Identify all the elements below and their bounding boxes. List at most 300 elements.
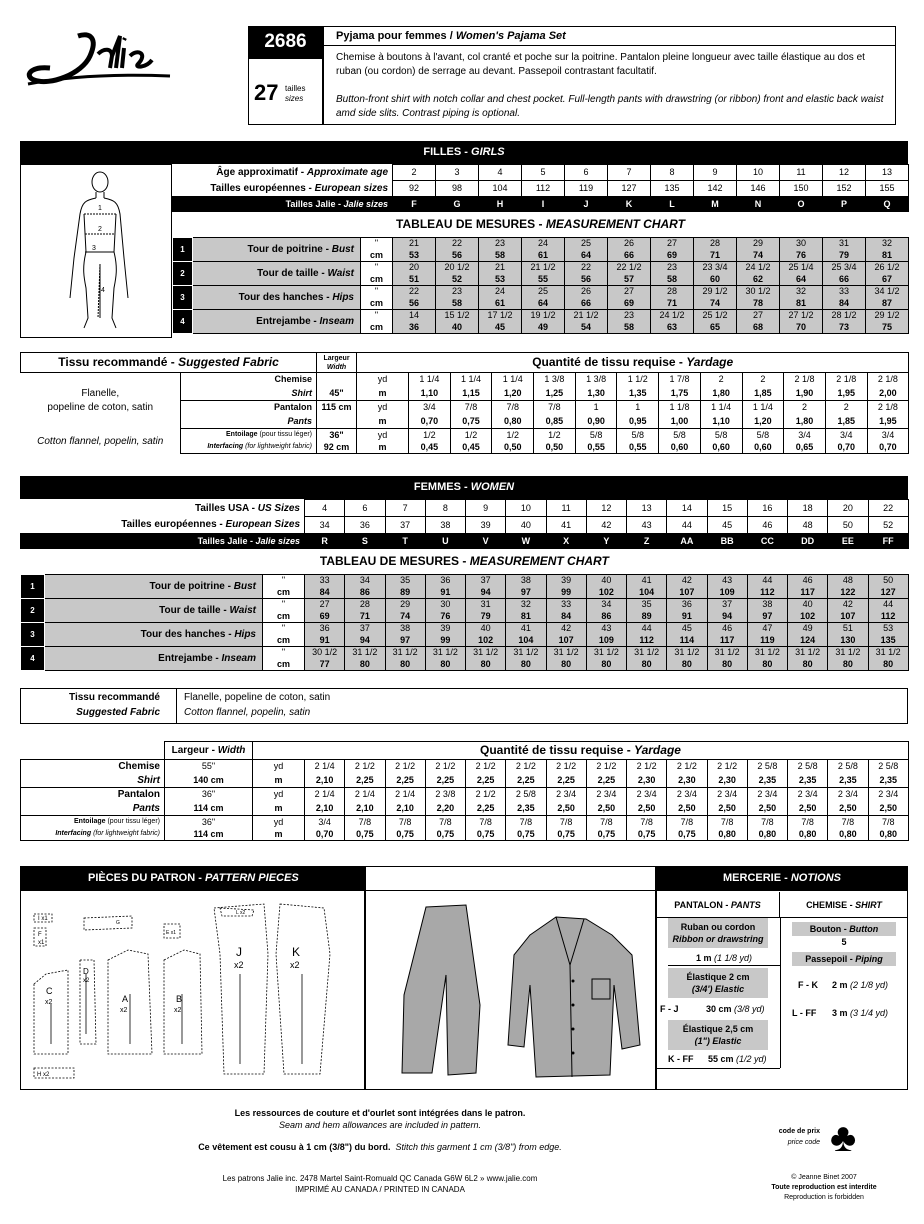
table-cell: Quantité de tissu requise - Yardage — [357, 353, 909, 373]
table-cell: 7/8 — [425, 816, 465, 829]
table-cell: 1 7/8 — [659, 373, 701, 387]
girl-figure-illustration — [60, 168, 140, 334]
table-cell: 43 — [586, 623, 626, 635]
table-cell: 2 1/2 — [345, 760, 385, 774]
table-cell: 35 — [385, 575, 425, 587]
table-cell: 31 1/2 — [425, 647, 465, 659]
table-cell: 7/8 — [492, 401, 534, 415]
table-cell: 97 — [385, 635, 425, 647]
piping-value-2: 3 m (3 1/4 yd) — [832, 1008, 889, 1018]
table-cell: 40 — [436, 322, 479, 334]
table-cell: 104 — [506, 635, 546, 647]
table-cell: cm — [263, 611, 305, 623]
table-cell: 80 — [425, 659, 465, 671]
table-cell: 29 1/2 — [694, 286, 737, 298]
button-value: 5 — [841, 937, 847, 947]
table-cell: 0,75 — [385, 828, 425, 841]
table-cell: 102 — [788, 611, 828, 623]
table-cell: 0,60 — [742, 441, 784, 454]
table-cell: 2,25 — [385, 774, 425, 788]
table-cell: 86 — [345, 587, 385, 599]
table-cell: 29 — [737, 238, 780, 250]
table-cell: Entrejambe - Inseam — [45, 647, 263, 671]
svg-text:x1: x1 — [38, 940, 45, 946]
table-row — [21, 760, 909, 774]
table-cell: 64 — [522, 298, 565, 310]
table-cell — [317, 415, 357, 429]
table-cell: 114 — [667, 635, 707, 647]
table-cell: Tailles USA - US Sizes — [194, 502, 300, 514]
svg-text:H x2: H x2 — [37, 1072, 50, 1078]
table-cell: 1 3/8 — [534, 373, 576, 387]
table-cell: " — [263, 575, 305, 587]
table-cell: M — [694, 197, 737, 212]
table-cell: 31 1/2 — [546, 647, 586, 659]
table-cell: 1,85 — [825, 415, 867, 429]
table-cell: 30 1/2 — [737, 286, 780, 298]
table-cell: 1 — [617, 401, 659, 415]
sizes-en: sizes — [285, 94, 304, 103]
description-en: Button-front shirt with notch collar and chest pocket. Full-length pants with drawstring (or ribbon) front and elastic back waist amd side slits. Contrast piping is optional. — [336, 94, 884, 119]
table-cell: 135 — [651, 181, 694, 197]
table-cell: 1,75 — [659, 387, 701, 401]
table-cell: 7/8 — [707, 816, 747, 829]
table-cell: 2,25 — [546, 774, 586, 788]
table-cell: 2,10 — [345, 802, 385, 816]
svg-text:x2: x2 — [45, 999, 53, 1006]
table-cell: 80 — [788, 659, 828, 671]
table-cell: Entoilage (pour tissu léger) Interfacing (for lightweight fabric) — [21, 816, 165, 841]
table-cell: 23 3/4 — [694, 262, 737, 274]
table-cell: 52 — [868, 517, 908, 534]
table-cell: 46 — [747, 517, 787, 534]
table-cell: 2 3/4 — [747, 788, 787, 802]
table-cell: 2,30 — [707, 774, 747, 788]
table-cell: 38 — [385, 623, 425, 635]
table-cell: 53 — [393, 250, 436, 262]
table-cell: 2 — [784, 401, 826, 415]
table-cell: 7 — [385, 500, 425, 517]
table-cell: 10 — [506, 500, 546, 517]
svg-text:3: 3 — [92, 245, 96, 252]
table-cell: 56 — [565, 274, 608, 286]
table-cell: 13 — [866, 165, 909, 181]
table-cell: X — [546, 534, 586, 549]
table-cell: 63 — [651, 322, 694, 334]
table-cell: 41 — [546, 517, 586, 534]
table-cell: 127 — [608, 181, 651, 197]
table-cell: 30 1/2 — [305, 647, 345, 659]
table-cell: 3 — [436, 165, 479, 181]
table-cell: 1,20 — [492, 387, 534, 401]
table-cell: 53 — [868, 623, 908, 635]
women-size-table — [20, 499, 909, 671]
table-cell: 150 — [780, 181, 823, 197]
women-fabric-title-en: Suggested Fabric — [76, 707, 160, 718]
table-cell: 2 1/8 — [867, 401, 909, 415]
table-cell: 2 1/2 — [627, 760, 667, 774]
table-cell: 7/8 — [627, 816, 667, 829]
table-cell: yd — [357, 373, 409, 387]
svg-text:x2: x2 — [290, 960, 300, 970]
table-cell: cm — [361, 274, 393, 286]
table-cell: 1,30 — [575, 387, 617, 401]
table-cell: 119 — [565, 181, 608, 197]
table-cell: 2 1/8 — [867, 373, 909, 387]
table-cell: 112 — [868, 611, 908, 623]
table-cell: H — [479, 197, 522, 212]
table-cell: 5/8 — [700, 429, 742, 442]
table-cell: 20 1/2 — [436, 262, 479, 274]
table-cell: 34 — [345, 575, 385, 587]
address: Les patrons Jalie inc. 2478 Martel Saint-Romuald QC Canada G6W 6L2 » www.jalie.com — [222, 1174, 538, 1183]
table-cell: 80 — [868, 659, 908, 671]
table-row — [21, 802, 909, 816]
piping-value-1: 2 m (2 1/8 yd) — [832, 980, 889, 990]
notions-bar: MERCERIE - NOTIONS — [656, 866, 908, 890]
table-cell: 1 — [173, 238, 193, 262]
table-cell: 1,20 — [742, 415, 784, 429]
table-row — [21, 353, 909, 373]
table-cell: 140 cm — [165, 774, 253, 788]
table-cell: TABLEAU DE MESURES - MEASUREMENT CHART — [319, 554, 609, 568]
ribbon-label: Ruban ou cordon Ribbon or drawstring — [668, 918, 768, 948]
table-cell: Y — [586, 534, 626, 549]
table-cell: 1,85 — [742, 387, 784, 401]
table-cell: 2 — [173, 262, 193, 286]
table-cell: 46 — [707, 623, 747, 635]
table-cell: 1 1/4 — [700, 401, 742, 415]
table-cell: 3 — [173, 286, 193, 310]
table-cell: 50 — [828, 517, 868, 534]
table-cell: FF — [868, 534, 908, 549]
table-cell: Chemise — [181, 373, 317, 387]
elastic-25cm-size: K - FF — [668, 1054, 694, 1064]
table-cell: 10 — [737, 165, 780, 181]
table-cell: 0,55 — [617, 441, 659, 454]
table-cell: 7/8 — [868, 816, 908, 829]
table-cell: 2 3/4 — [586, 788, 626, 802]
table-cell: 127 — [868, 587, 908, 599]
table-cell: 31 1/2 — [586, 647, 626, 659]
table-cell: 0,75 — [425, 828, 465, 841]
table-cell: 2 1/2 — [586, 760, 626, 774]
table-cell: 7/8 — [534, 401, 576, 415]
table-cell: K — [608, 197, 651, 212]
table-cell: 1/2 — [450, 429, 492, 442]
table-cell: Tailles Jalie - Jalie sizes — [173, 197, 393, 212]
table-cell: 0,70 — [305, 828, 345, 841]
table-cell: Shirt — [21, 774, 165, 788]
table-cell: 18 — [788, 500, 828, 517]
table-cell: 0,75 — [506, 828, 546, 841]
table-cell: 80 — [466, 659, 506, 671]
elastic-25cm-value: 55 cm (1/2 yd) — [708, 1054, 767, 1064]
table-cell: 24 1/2 — [651, 310, 694, 322]
table-cell: 117 — [707, 635, 747, 647]
pattern-title: Pyjama pour femmes / Women's Pajama Set — [336, 30, 566, 42]
table-cell: 43 — [627, 517, 667, 534]
table-cell: m — [357, 415, 409, 429]
table-cell: O — [780, 197, 823, 212]
table-cell: 92 cm — [317, 441, 357, 454]
table-row — [173, 310, 909, 322]
table-cell: 112 — [522, 181, 565, 197]
sizes-count: 27 — [254, 80, 279, 105]
style-number: 2686 — [248, 26, 323, 58]
table-cell: EE — [828, 534, 868, 549]
table-cell: 28 — [651, 286, 694, 298]
table-cell: 40 — [586, 575, 626, 587]
girls-fabric-table — [20, 352, 909, 454]
table-cell: 2,10 — [385, 802, 425, 816]
table-cell: Pantalon — [21, 788, 165, 802]
svg-text:x2: x2 — [174, 1007, 182, 1014]
copyright: © Jeanne Binet 2007 — [791, 1174, 857, 1181]
table-cell: 25 3/4 — [823, 262, 866, 274]
table-cell: 2 3/4 — [707, 788, 747, 802]
table-cell: Z — [627, 534, 667, 549]
table-cell: 15 1/2 — [436, 310, 479, 322]
table-cell: Pantalon — [181, 401, 317, 415]
table-cell: 27 — [651, 238, 694, 250]
table-cell: 25 — [565, 238, 608, 250]
table-cell: 1/2 — [534, 429, 576, 442]
table-cell: 27 1/2 — [780, 310, 823, 322]
table-cell: 31 1/2 — [828, 647, 868, 659]
table-cell: 8 — [651, 165, 694, 181]
table-cell: Cotton flannel, popelin, satin — [37, 435, 164, 447]
table-cell: 61 — [479, 298, 522, 310]
table-cell: 80 — [707, 659, 747, 671]
table-cell: 23 — [436, 286, 479, 298]
elastic-2cm-value: 30 cm (3/8 yd) — [706, 1004, 765, 1014]
table-cell: 2 — [825, 401, 867, 415]
table-cell: 2,25 — [506, 774, 546, 788]
table-cell: 24 — [479, 286, 522, 298]
table-cell: 91 — [667, 611, 707, 623]
table-cell: 27 — [608, 286, 651, 298]
table-cell: yd — [253, 760, 305, 774]
table-cell: 51 — [393, 274, 436, 286]
table-cell: 80 — [586, 659, 626, 671]
table-cell: 2,50 — [586, 802, 626, 816]
table-cell: 2 1/4 — [385, 788, 425, 802]
table-cell: 2 5/8 — [868, 760, 908, 774]
table-cell: 152 — [823, 181, 866, 197]
table-cell: Entrejambe - Inseam — [193, 310, 361, 334]
table-cell: Âge approximatif - Approximate age — [216, 167, 389, 178]
table-cell: Pants — [181, 415, 317, 429]
ribbon-value: 1 m (1 1/8 yd) — [668, 950, 780, 966]
table-cell: 49 — [522, 322, 565, 334]
svg-text:J: J — [236, 945, 242, 959]
table-cell: 7/8 — [345, 816, 385, 829]
table-cell: 31 1/2 — [345, 647, 385, 659]
table-cell: 69 — [608, 298, 651, 310]
table-cell: 36 — [345, 517, 385, 534]
table-cell: Flanelle, popeline de coton, satin — [47, 387, 154, 413]
table-row — [21, 647, 909, 659]
table-cell: 76 — [425, 611, 465, 623]
table-cell: 44 — [667, 517, 707, 534]
table-cell: 7/8 — [747, 816, 787, 829]
table-cell: 2 1/8 — [784, 373, 826, 387]
table-cell: 21 1/2 — [565, 310, 608, 322]
stitch-note: Ce vêtement est cousu à 1 cm (3/8") du bord. Stitch this garment 1 cm (3/8") from edge. — [198, 1142, 562, 1152]
table-cell: 33 — [823, 286, 866, 298]
table-cell: 44 — [627, 623, 667, 635]
table-cell: 37 — [345, 623, 385, 635]
table-cell: 21 — [479, 262, 522, 274]
table-cell: 17 1/2 — [479, 310, 522, 322]
table-row — [173, 165, 909, 181]
table-cell: 2 3/4 — [667, 788, 707, 802]
table-cell: 43 — [707, 575, 747, 587]
table-cell: 89 — [385, 587, 425, 599]
table-cell: 44 — [868, 599, 908, 611]
table-cell: Entoilage (pour tissu léger) Interfacing (for lightweight fabric) — [181, 429, 317, 454]
table-cell: 36 — [667, 599, 707, 611]
table-cell: 102 — [466, 635, 506, 647]
table-cell: 71 — [694, 250, 737, 262]
table-cell: 67 — [866, 274, 909, 286]
reproduction-fr: Toute reproduction est interdite — [771, 1184, 877, 1191]
table-cell: 2,35 — [828, 774, 868, 788]
table-cell: 4 — [305, 500, 345, 517]
table-cell: 2 5/8 — [747, 760, 787, 774]
table-cell: 112 — [627, 635, 667, 647]
table-cell: 3/4 — [409, 401, 451, 415]
table-cell: TABLEAU DE MESURES - MEASUREMENT CHART — [396, 217, 685, 231]
table-cell: 5/8 — [575, 429, 617, 442]
table-cell: cm — [361, 322, 393, 334]
table-cell: 31 1/2 — [385, 647, 425, 659]
table-cell: 2,25 — [466, 802, 506, 816]
table-cell: " — [361, 262, 393, 274]
table-cell: 1 3/8 — [575, 373, 617, 387]
table-cell: 0,55 — [575, 441, 617, 454]
table-cell: " — [263, 623, 305, 635]
table-cell: 2,50 — [667, 802, 707, 816]
table-cell: 68 — [737, 322, 780, 334]
table-cell: F — [393, 197, 436, 212]
table-cell: 26 — [608, 238, 651, 250]
table-cell: Tailles européennes - European sizes — [210, 182, 389, 194]
table-cell: 28 1/2 — [823, 310, 866, 322]
table-cell: 5 — [522, 165, 565, 181]
table-cell: 58 — [479, 250, 522, 262]
table-cell: Tour des hanches - Hips — [45, 623, 263, 647]
table-cell: Tour de taille - Waist — [45, 599, 263, 623]
table-cell: 54 — [565, 322, 608, 334]
table-cell: 2,35 — [868, 774, 908, 788]
table-cell: 45 — [707, 517, 747, 534]
table-cell: 122 — [828, 587, 868, 599]
table-cell: 2 1/2 — [425, 760, 465, 774]
table-row — [21, 575, 909, 587]
table-cell: Tour de poitrine - Bust — [45, 575, 263, 599]
table-cell: 36 — [393, 322, 436, 334]
table-cell: 2 3/4 — [868, 788, 908, 802]
sizes-fr: tailles — [285, 84, 306, 93]
table-cell: 77 — [305, 659, 345, 671]
table-cell: 2,20 — [425, 802, 465, 816]
table-cell: 81 — [866, 250, 909, 262]
table-cell: W — [506, 534, 546, 549]
table-row — [173, 212, 909, 238]
table-cell: 39 — [425, 623, 465, 635]
table-cell: 0,65 — [784, 441, 826, 454]
table-cell: 2,50 — [788, 802, 828, 816]
table-cell: 1,15 — [450, 387, 492, 401]
table-cell: 119 — [747, 635, 787, 647]
table-cell: Quantité de tissu requise - Yardage — [253, 742, 909, 760]
table-cell: 0,60 — [659, 441, 701, 454]
women-fabric-fr: Flanelle, popeline de coton, satin — [184, 692, 331, 703]
table-cell: 2,30 — [667, 774, 707, 788]
table-cell: Tour des hanches - Hips — [193, 286, 361, 310]
table-cell: 14 — [393, 310, 436, 322]
table-cell: 7/8 — [828, 816, 868, 829]
table-cell: 79 — [466, 611, 506, 623]
table-cell: Largeur Width — [317, 353, 357, 373]
table-cell: 1 1/8 — [659, 401, 701, 415]
table-cell: 22 — [393, 286, 436, 298]
table-cell: 8 — [425, 500, 465, 517]
svg-text:1: 1 — [98, 205, 102, 212]
table-cell: 80 — [627, 659, 667, 671]
table-cell: Shirt — [181, 387, 317, 401]
table-cell: 115 cm — [317, 401, 357, 415]
table-cell: 45 — [667, 623, 707, 635]
table-cell: 99 — [425, 635, 465, 647]
table-cell: 78 — [737, 298, 780, 310]
table-cell: 1 — [575, 401, 617, 415]
table-cell: 47 — [747, 623, 787, 635]
table-cell: 89 — [627, 611, 667, 623]
table-cell: 13 — [627, 500, 667, 517]
table-cell: 80 — [747, 659, 787, 671]
table-cell: 28 — [345, 599, 385, 611]
table-cell: 9 — [466, 500, 506, 517]
table-cell: 74 — [737, 250, 780, 262]
table-cell: 21 1/2 — [522, 262, 565, 274]
table-cell: 109 — [586, 635, 626, 647]
table-cell: 73 — [823, 322, 866, 334]
table-cell: 2,35 — [788, 774, 828, 788]
table-cell: 2 1/2 — [385, 760, 425, 774]
table-cell: 36" — [165, 788, 253, 802]
table-cell: 1/2 — [492, 429, 534, 442]
svg-text:K: K — [292, 945, 301, 959]
table-cell: 2 1/2 — [546, 760, 586, 774]
table-cell: 2 5/8 — [506, 788, 546, 802]
table-cell: 124 — [788, 635, 828, 647]
table-cell: 40 — [506, 517, 546, 534]
table-cell: 2 1/4 — [345, 788, 385, 802]
svg-text:x2: x2 — [120, 1007, 128, 1014]
table-cell: 7/8 — [667, 816, 707, 829]
table-cell: 1,10 — [409, 387, 451, 401]
table-cell: 7/8 — [466, 816, 506, 829]
table-cell: 3/4 — [825, 429, 867, 442]
table-cell: 3 — [21, 623, 45, 647]
table-cell: 0,75 — [450, 415, 492, 429]
table-cell: 6 — [345, 500, 385, 517]
table-cell: 2 1/2 — [506, 760, 546, 774]
table-cell: 0,80 — [492, 415, 534, 429]
